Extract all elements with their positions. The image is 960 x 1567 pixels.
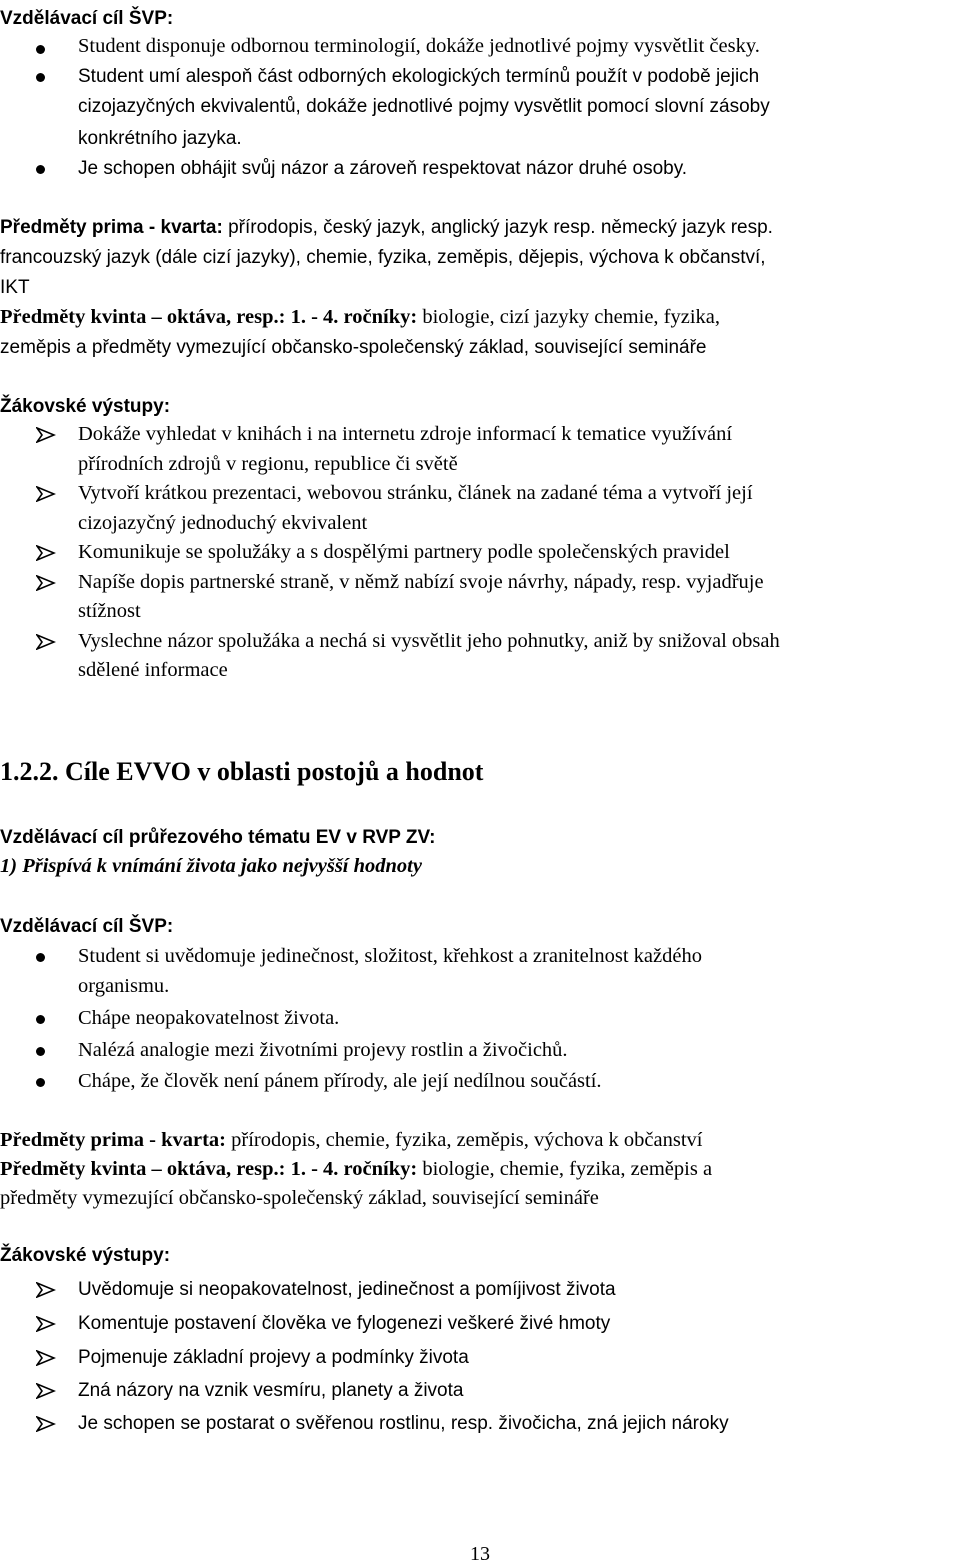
subjects2-prima-line (0, 1126, 703, 1155)
subjects-kvinta-line-1 (0, 303, 720, 332)
arrowhead-bullet-icon (36, 1416, 56, 1432)
output-item-2-line-1: Vytvoří krátkou prezentaci, webovou stránku, článek na zadané téma a vytvoří její (78, 482, 753, 504)
svp2-item-2: Chápe neopakovatelnost života. (78, 1007, 340, 1029)
student-outputs-heading-1: Žákovské výstupy: (0, 396, 171, 417)
arrowhead-bullet-icon (36, 575, 56, 591)
bullet-icon (36, 1047, 45, 1056)
svp-goal-item-2-line-2: cizojazyčných ekvivalentů, dokáže jednotlivé pojmy vysvětlit pomocí slovní zásoby (78, 96, 770, 117)
arrowhead-bullet-icon (36, 1316, 56, 1332)
section-number: 1.2.2. (0, 757, 59, 786)
arrowhead-bullet-icon (36, 1350, 56, 1366)
subjects2-kvinta-text: biologie, chemie, fyzika, zeměpis a (417, 1158, 713, 1180)
arrowhead-bullet-icon (36, 545, 56, 561)
subjects2-kvinta-label: Předměty kvinta – oktáva, resp.: 1. - 4. ročníky: (0, 1158, 418, 1180)
subjects-kvinta-line-2: zeměpis a předměty vymezující občansko-společenský základ, související semináře (0, 337, 707, 358)
bullet-icon (36, 953, 45, 962)
svp-goal-heading-2: Vzdělávací cíl ŠVP: (0, 916, 174, 937)
page-number: 13 (470, 1543, 490, 1565)
arrowhead-bullet-icon (36, 427, 56, 443)
svp2-item-3: Nalézá analogie mezi životními projevy rostlin a živočichů. (78, 1039, 568, 1061)
bullet-icon (36, 45, 45, 54)
subjects-kvinta-label: Předměty kvinta – oktáva, resp.: 1. - 4. ročníky: (0, 306, 418, 328)
subjects-prima-line-2: francouzský jazyk (dále cizí jazyky), chemie, fyzika, zeměpis, dějepis, výchova k občanství, (0, 247, 766, 268)
output2-item-5: Je schopen se postarat o svěřenou rostlinu, resp. živočicha, zná jejich nároky (78, 1413, 729, 1434)
bullet-icon (36, 73, 45, 82)
output-item-4-line-1: Napíše dopis partnerské straně, v němž nabízí svoje návrhy, nápady, resp. vyjadřuje (78, 571, 764, 593)
svp2-item-4: Chápe, že člověk není pánem přírody, ale její nedílnou součástí. (78, 1070, 602, 1092)
svp-goal-item-2-line-3: konkrétního jazyka. (78, 128, 242, 149)
output-item-1-line-1: Dokáže vyhledat v knihách i na internetu zdroje informací k tematice využívání (78, 423, 733, 445)
arrowhead-bullet-icon (36, 634, 56, 650)
subjects-prima-text: přírodopis, český jazyk, anglický jazyk resp. německý jazyk resp. (222, 217, 773, 238)
output-item-3: Komunikuje se spolužáky a s dospělými partnery podle společenských pravidel (78, 541, 730, 563)
subjects2-kvinta-line-1 (0, 1155, 712, 1184)
output-item-5-line-2: sdělené informace (78, 659, 228, 681)
subjects-prima-label: Předměty prima - kvarta: (0, 217, 223, 238)
svp-goal-item-1: Student disponuje odbornou terminologií, dokáže jednotlivé pojmy vysvětlit česky. (78, 35, 760, 57)
output-item-4-line-2: stížnost (78, 600, 141, 622)
output2-item-1: Uvědomuje si neopakovatelnost, jedinečnost a pomíjivost života (78, 1279, 616, 1300)
svp-goal-item-3: Je schopen obhájit svůj názor a zároveň respektovat názor druhé osoby. (78, 158, 688, 179)
bullet-icon (36, 1078, 45, 1087)
svp2-item-1-line-1: Student si uvědomuje jedinečnost, složitost, křehkost a zranitelnost každého (78, 945, 702, 967)
subjects2-prima-label: Předměty prima - kvarta: (0, 1129, 227, 1151)
subjects2-kvinta-line-2: předměty vymezující občansko-společenský základ, související semináře (0, 1187, 599, 1209)
subjects-prima-line-3: IKT (0, 277, 30, 298)
output2-item-3: Pojmenuje základní projevy a podmínky života (78, 1347, 469, 1368)
rvp-goal-heading: Vzdělávací cíl průřezového tématu EV v RVP ZV: (0, 827, 436, 848)
bullet-icon (36, 1015, 45, 1024)
arrowhead-bullet-icon (36, 1282, 56, 1298)
output-item-5-line-1: Vyslechne názor spolužáka a nechá si vysvětlit jeho pohnutky, aniž by snižoval obsah (78, 630, 780, 652)
svp-goal-item-2-line-1: Student umí alespoň část odborných ekologických termínů použít v podobě jejich (78, 66, 760, 87)
subjects-kvinta-text: biologie, cizí jazyky chemie, fyzika, (417, 306, 721, 328)
subjects2-prima-text: přírodopis, chemie, fyzika, zeměpis, výchova k občanství (226, 1129, 703, 1151)
svp2-item-1-line-2: organismu. (78, 975, 170, 997)
rvp-goal-statement: 1) Přispívá k vnímání života jako nejvyšší hodnoty (0, 855, 422, 877)
section-heading (0, 755, 483, 789)
output-item-2-line-2: cizojazyčný jednoduchý ekvivalent (78, 512, 368, 534)
output2-item-4: Zná názory na vznik vesmíru, planety a života (78, 1380, 464, 1401)
svp-goal-heading-1: Vzdělávací cíl ŠVP: (0, 8, 174, 29)
arrowhead-bullet-icon (36, 486, 56, 502)
arrowhead-bullet-icon (36, 1383, 56, 1399)
section-title: Cíle EVVO v oblasti postojů a hodnot (65, 757, 484, 786)
student-outputs-heading-2: Žákovské výstupy: (0, 1245, 171, 1266)
bullet-icon (36, 165, 45, 174)
output2-item-2: Komentuje postavení člověka ve fylogenezi veškeré živé hmoty (78, 1313, 611, 1334)
output-item-1-line-2: přírodních zdrojů v regionu, republice či světě (78, 453, 458, 475)
subjects-prima-line-1 (0, 213, 773, 242)
